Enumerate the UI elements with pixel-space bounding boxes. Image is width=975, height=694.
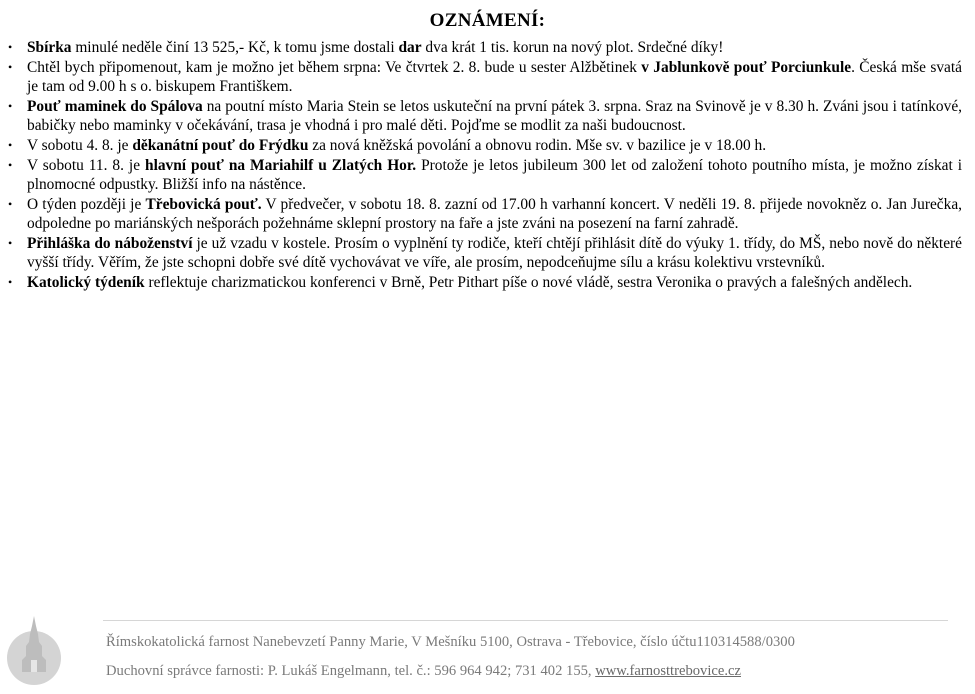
announcement-item	[8, 234, 962, 272]
footer-address: Římskokatolická farnost Nanebevzetí Panny Marie, V Mešníku 5100, Ostrava - Třebovice, číslo účtu110314588/0300	[106, 634, 795, 650]
announcement-text: Chtěl bych připomenout, kam je možno jet během srpna: Ve čtvrtek 2. 8. bude u sester Alžbětinek	[27, 59, 642, 76]
announcement-highlight: Pouť maminek do Spálova	[27, 98, 203, 115]
footer-contact	[106, 657, 956, 686]
announcement-text: reflektuje charizmatickou konferenci v Brně, Petr Pithart píše o nové vládě, sestra Veronika o pravých a falešných andělech.	[144, 274, 913, 291]
page-title: OZNÁMENÍ:	[429, 10, 546, 31]
footer-contact-text: Duchovní správce farnosti: P. Lukáš Engelmann, tel. č.: 596 964 942; 731 402 155,	[106, 663, 596, 679]
announcement-item	[8, 58, 962, 96]
bullet-icon: •	[8, 158, 13, 172]
bullet-icon: •	[8, 60, 13, 74]
bullet-icon: •	[8, 236, 13, 250]
bullet-icon: •	[8, 138, 13, 152]
announcement-highlight: dar	[398, 39, 422, 56]
announcement-highlight: v Jablunkově pouť Porciunkule	[641, 59, 852, 76]
bullet-icon: •	[8, 99, 13, 113]
announcement-text: za nová kněžská povolání a obnovu rodin. Mše sv. v bazilice je v 18.00 h.	[308, 137, 767, 154]
website-link[interactable]: www.farnosttrebovice.cz	[595, 663, 741, 679]
announcement-text: V předvečer, v sobotu 18. 8. zazní od 17.00 h varhanní koncert. V neděli 19. 8. přijede novokněz o. Jan Jurečka, odpoledne po mariánských nešporách požehnáme sklepní prostory na faře a jste zváni na posezení na farní zahradě.	[27, 196, 962, 232]
announcement-text: . Česká mše svatá je tam od 9.00 h s o. biskupem Františkem.	[27, 59, 962, 95]
announcement-highlight: děkanátní pouť do Frýdku	[132, 137, 309, 154]
announcement-item	[8, 97, 962, 135]
announcement-item	[8, 273, 962, 292]
announcement-text: je už vzadu v kostele. Prosím o vyplnění ty rodiče, kteří chtějí přihlásit dítě do výuky 1. třídy, do MŠ, nebo nově do některé vyšší třídy. Věřím, že jste schopni dobře své dítě vychovávat ve víře, ale prosím, nepodceňujme sílu a krásu kolektivu vrstevníků.	[27, 235, 962, 271]
bullet-icon: •	[8, 197, 13, 211]
footer	[106, 628, 956, 686]
announcement-text: V sobotu 11. 8. je	[27, 157, 146, 174]
announcement-list	[8, 38, 962, 293]
announcement-text: dva krát 1 tis. korun na nový plot. Srdečné díky!	[421, 39, 724, 56]
announcement-text: Protože je letos jubileum 300 let od založení tohoto poutního místa, je možno získat i plnomocné odpustky. Bližší info na nástěnce.	[27, 157, 963, 193]
bullet-icon: •	[8, 40, 13, 54]
announcement-highlight: Třebovická pouť.	[145, 196, 262, 213]
announcement-text: O týden později je	[27, 196, 146, 213]
announcement-highlight: Přihláška do náboženství	[27, 235, 193, 252]
announcement-item	[8, 156, 962, 194]
announcement-text: V sobotu 4. 8. je	[27, 137, 133, 154]
announcement-text: minulé neděle činí 13 525,- Kč, k tomu jsme dostali	[71, 39, 399, 56]
announcement-text: na poutní místo Maria Stein se letos uskuteční na první pátek 3. srpna. Sraz na Svinově je v 8.30 h. Zváni jsou i tatínkové, babičky nebo maminky v očekávání, trasa je vhodná i pro malé děti. Pojďme se modlit za naši budoucnost.	[27, 98, 962, 134]
announcement-highlight: Katolický týdeník	[27, 274, 145, 291]
announcement-highlight: hlavní pouť na Mariahilf u Zlatých Hor.	[145, 157, 417, 174]
announcement-highlight: Sbírka	[27, 39, 72, 56]
announcement-item	[8, 38, 962, 57]
announcement-item	[8, 195, 962, 233]
announcement-item	[8, 136, 962, 155]
footer-divider	[103, 620, 948, 621]
bullet-icon: •	[8, 275, 13, 289]
church-tower-logo	[6, 612, 62, 690]
